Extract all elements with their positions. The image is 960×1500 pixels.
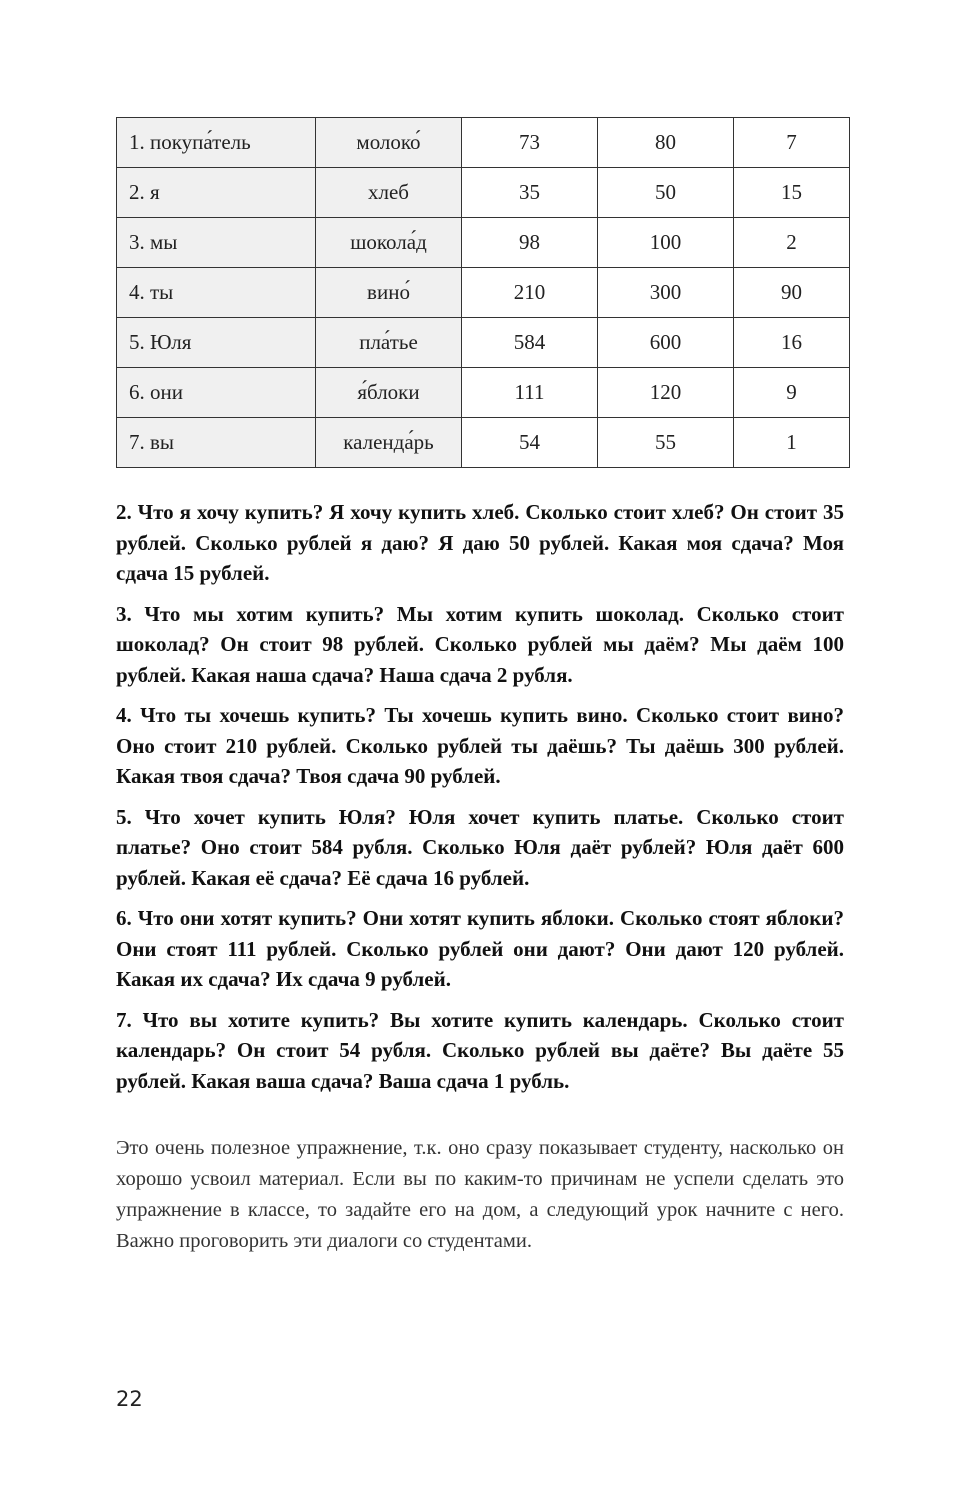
cell-price: 98: [462, 218, 598, 268]
cell-change: 9: [734, 368, 850, 418]
cell-subject: 6. они: [117, 368, 316, 418]
cell-change: 15: [734, 168, 850, 218]
cell-price: 73: [462, 118, 598, 168]
cell-price: 210: [462, 268, 598, 318]
cell-subject: 7. вы: [117, 418, 316, 468]
cell-paid: 120: [598, 368, 734, 418]
dialog-paragraph: 5. Что хочет купить Юля? Юля хочет купить платье. Сколько стоит платье? Оно стоит 584 рубля. Сколько Юля даёт рублей? Юля даёт 600 рублей. Какая её сдача? Её сдача 16 рублей.: [116, 804, 844, 890]
cell-subject: 1. покупа́тель: [117, 118, 316, 168]
cell-change: 2: [734, 218, 850, 268]
page-number: 22: [116, 1387, 143, 1411]
table-row: [117, 268, 850, 318]
dialog-paragraph: 7. Что вы хотите купить? Вы хотите купить календарь. Сколько стоит календарь? Он стоит 54 рубля. Сколько рублей вы даёте? Вы даёте 55 рублей. Какая ваша сдача? Ваша сдача 1 рубль.: [116, 1007, 844, 1093]
table-row: [117, 118, 850, 168]
dialog-paragraph: 3. Что мы хотим купить? Мы хотим купить шоколад. Сколько стоит шоколад? Он стоит 98 рублей. Сколько рублей мы даём? Мы даём 100 рублей. Какая наша сдача? Наша сдача 2 рубля.: [116, 601, 844, 687]
cell-price: 54: [462, 418, 598, 468]
cell-paid: 50: [598, 168, 734, 218]
cell-item: молоко́: [316, 118, 462, 168]
cell-subject: 5. Юля: [117, 318, 316, 368]
note-paragraph: Это очень полезное упражнение, т.к. оно сразу показывает студенту, насколько он хорошо усвоил материал. Если вы по каким-то причинам не успели сделать это упражнение в классе, то задайте его на дом, а следующий урок начните с него. Важно проговорить эти диалоги со студентами.: [116, 1137, 844, 1252]
cell-item: шокола́д: [316, 218, 462, 268]
cell-item: я́блоки: [316, 368, 462, 418]
table-row: [117, 318, 850, 368]
cell-subject: 3. мы: [117, 218, 316, 268]
price-table: [116, 117, 850, 468]
cell-item: вино́: [316, 268, 462, 318]
cell-item: хлеб: [316, 168, 462, 218]
cell-price: 111: [462, 368, 598, 418]
cell-change: 90: [734, 268, 850, 318]
cell-price: 584: [462, 318, 598, 368]
dialog-paragraph: 4. Что ты хочешь купить? Ты хочешь купить вино. Сколько стоит вино? Оно стоит 210 рублей. Сколько рублей ты даёшь? Ты даёшь 300 рублей. Какая твоя сдача? Твоя сдача 90 рублей.: [116, 703, 844, 788]
cell-subject: 2. я: [117, 168, 316, 218]
cell-subject: 4. ты: [117, 268, 316, 318]
cell-price: 35: [462, 168, 598, 218]
table-row: [117, 368, 850, 418]
cell-paid: 100: [598, 218, 734, 268]
cell-change: 7: [734, 118, 850, 168]
dialog-paragraph: 2. Что я хочу купить? Я хочу купить хлеб. Сколько стоит хлеб? Он стоит 35 рублей. Сколько рублей я даю? Я даю 50 рублей. Какая моя сдача? Моя сдача 15 рублей.: [116, 500, 844, 585]
cell-item: календа́рь: [316, 418, 462, 468]
cell-paid: 55: [598, 418, 734, 468]
dialogs-section: [116, 497, 844, 1106]
cell-change: 16: [734, 318, 850, 368]
dialog-paragraph: 6. Что они хотят купить? Они хотят купить яблоки. Сколько стоят яблоки? Они стоят 111 рублей. Сколько рублей они дают? Они дают 120 рублей. Какая их сдача? Их сдача 9 рублей.: [116, 906, 844, 991]
cell-item: пла́тье: [316, 318, 462, 368]
table-row: [117, 218, 850, 268]
teacher-note: [116, 1133, 844, 1257]
cell-change: 1: [734, 418, 850, 468]
price-table-body: [117, 118, 850, 468]
table-row: [117, 418, 850, 468]
table-row: [117, 168, 850, 218]
cell-paid: 80: [598, 118, 734, 168]
cell-paid: 300: [598, 268, 734, 318]
cell-paid: 600: [598, 318, 734, 368]
